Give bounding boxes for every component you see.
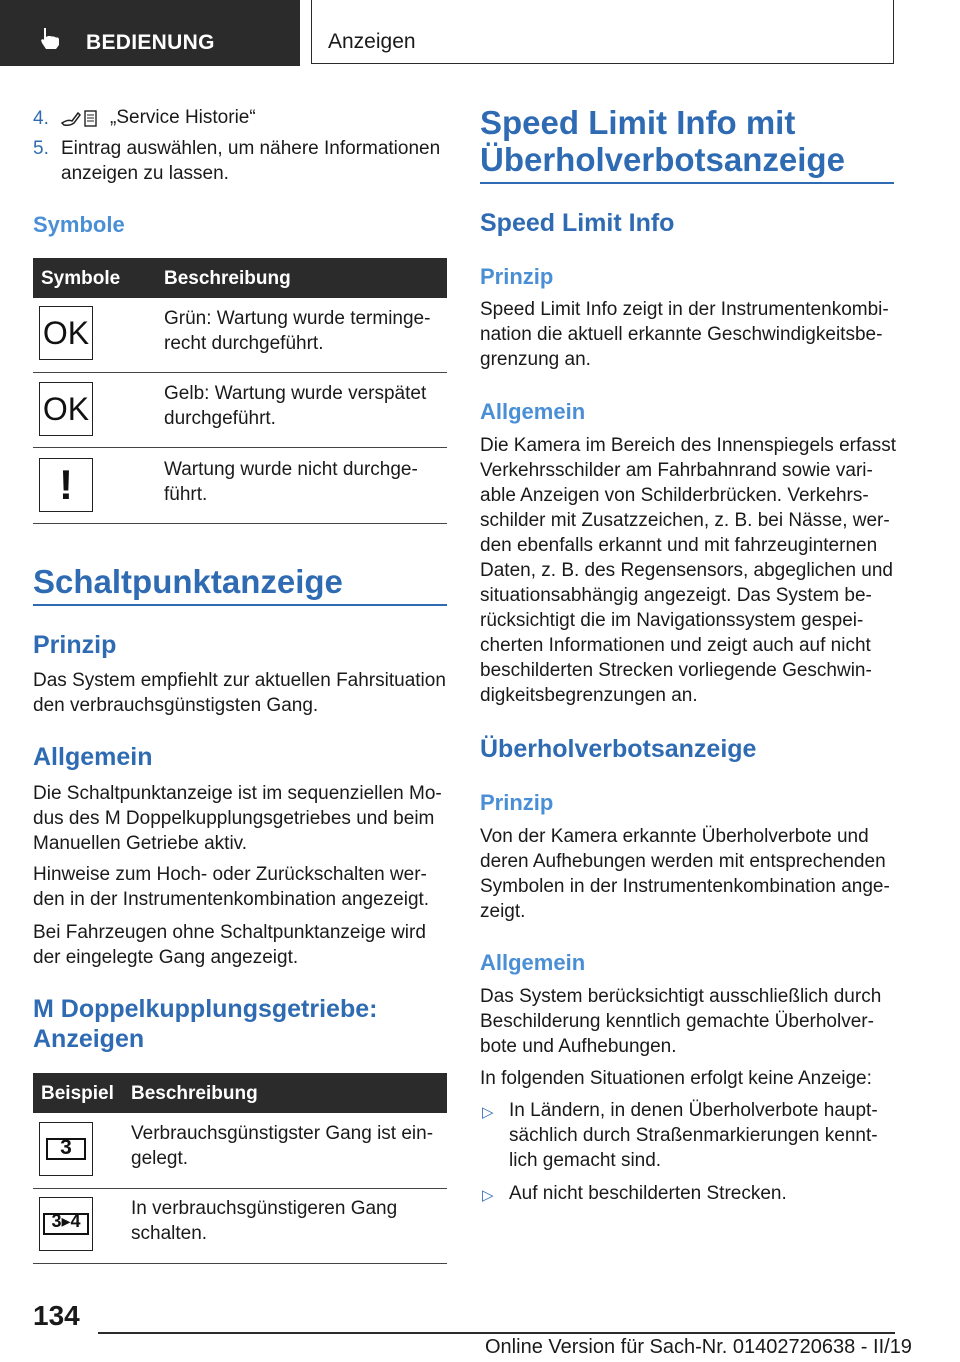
footer-rule (98, 1332, 895, 1334)
allgemein-p1-line1: Die Schaltpunktanzeige ist im sequenziellen Mo- (33, 783, 442, 804)
step-5-number: 5. (33, 138, 49, 159)
sli-allgemein-line2: Verkehrsschilder am Fahrbahnrand sowie vari- (480, 460, 873, 481)
exclamation-icon: ! (39, 458, 93, 512)
chapter-label: Anzeigen (328, 30, 416, 53)
ueber-prinzip-line3: Symbolen in der Instrumentenkombination ange- (480, 876, 890, 897)
allgemein-heading: Allgemein (480, 399, 586, 424)
table-divider (33, 1188, 447, 1189)
table2-row-2-line1: In verbrauchsgünstigeren Gang (131, 1198, 398, 1219)
allgemein-p2-line1: Hinweise zum Hoch- oder Zurückschalten wer- (33, 864, 427, 885)
table2-row-1-line2: gelegt. (131, 1148, 189, 1169)
page-title-line1: Speed Limit Info mit (480, 104, 796, 141)
heading-rule (480, 182, 894, 184)
table2-row-2-line2: schalten. (131, 1223, 208, 1244)
ueber-prinzip-line4: zeigt. (480, 901, 526, 922)
m-getriebe-heading-line1: M Doppelkupplungsgetriebe: (33, 995, 378, 1023)
step-4-text: „Service Historie“ (110, 107, 256, 128)
gear-3-icon: 3 (39, 1122, 93, 1176)
table-row-3-line1: Wartung wurde nicht durchge- (164, 459, 418, 480)
ueber-allgemein-line1: Das System berücksichtigt ausschließlich durch (480, 986, 882, 1007)
section-tab[interactable] (0, 0, 300, 66)
table-row-3-line2: führt. (164, 484, 208, 505)
table-divider (33, 447, 447, 448)
ueber-prinzip-line2: deren Aufhebungen werden mit entsprechenden (480, 851, 886, 872)
heading-rule (33, 604, 447, 606)
allgemein-p2-line2: den in der Instrumentenkombination angezeigt. (33, 889, 430, 910)
online-version-note: Online Version für Sach-Nr. 01402720638 - II/19 (485, 1336, 912, 1358)
table-row-2-line2: durchgeführt. (164, 408, 276, 429)
step-5-line1: Eintrag auswählen, um nähere Informationen (61, 138, 441, 159)
ok-yellow-icon: OK (39, 382, 93, 436)
bullet-1-line3: lich gemacht sind. (509, 1150, 662, 1171)
sli-allgemein-line5: den ebenfalls erkannt und mit fahrzeuginternen (480, 535, 878, 556)
section-label: BEDIENUNG (86, 31, 215, 54)
table-header-beispiel: Beispiel (41, 1083, 114, 1104)
table-divider (33, 1263, 447, 1264)
symbol-table-header (33, 258, 447, 298)
sli-allgemein-line1: Die Kamera im Bereich des Innenspiegels erfasst (480, 435, 897, 456)
schaltpunkt-heading: Schaltpunktanzeige (33, 563, 343, 600)
table2-row-1-line1: Verbrauchsgünstigster Gang ist ein- (131, 1123, 434, 1144)
allgemein-p1-line3: Manuellen Getriebe aktiv. (33, 833, 248, 854)
sli-allgemein-line10: beschilderten Strecken vorliegende Geschwin- (480, 660, 872, 681)
ueber-allgemein-line3: bote und Aufhebungen. (480, 1036, 677, 1057)
allgemein-p3-line1: Bei Fahrzeugen ohne Schaltpunktanzeige wird (33, 922, 426, 943)
step-4-number: 4. (33, 108, 49, 129)
bullet-1-line2: sächlich durch Straßenmarkierungen kennt- (509, 1125, 878, 1146)
ueber-prinzip-line1: Von der Kamera erkannte Überholverbote und (480, 826, 869, 847)
allgemein-p3-line2: der eingelegte Gang angezeigt. (33, 947, 299, 968)
sli-prinzip-line2: nation die aktuell erkannte Geschwindigkeitsbe- (480, 324, 883, 345)
allgemein-heading: Allgemein (33, 743, 153, 771)
symbole-heading: Symbole (33, 212, 125, 237)
table-header-beschreibung: Beschreibung (131, 1083, 258, 1104)
prinzip-line1: Das System empfiehlt zur aktuellen Fahrsituation (33, 670, 446, 691)
service-history-icon (60, 109, 100, 129)
sli-prinzip-line3: grenzung an. (480, 349, 591, 370)
table-divider (33, 523, 447, 524)
bullet-1-line1: In Ländern, in denen Überholverbote haupt- (509, 1100, 878, 1121)
sli-allgemein-line9: cherten Informationen und zeigt auch auf nicht (480, 635, 871, 656)
hand-pointer-icon (38, 26, 64, 50)
ueber-allgemein-line2: Beschilderung kenntlich gemachte Überholver- (480, 1011, 874, 1032)
sli-prinzip-line1: Speed Limit Info zeigt in der Instrumentenkombi- (480, 299, 889, 320)
ueber-allgemein-p2: In folgenden Situationen erfolgt keine Anzeige: (480, 1068, 872, 1089)
gear-3-to-4-icon: 3▸4 (39, 1197, 93, 1251)
table-divider (33, 372, 447, 373)
sli-allgemein-line8: rücksichtigt die im Navigationssystem gespei- (480, 610, 864, 631)
prinzip-heading: Prinzip (33, 631, 117, 659)
ok-green-icon: OK (39, 306, 93, 360)
table-header-symbole: Symbole (41, 268, 121, 289)
chapter-tab (311, 0, 894, 64)
bullet-2-line1: Auf nicht beschilderten Strecken. (509, 1183, 787, 1204)
gear-table-header (33, 1073, 447, 1113)
table-row-1-line1: Grün: Wartung wurde terminge- (164, 308, 431, 329)
step-5-line2: anzeigen zu lassen. (61, 163, 229, 184)
speed-limit-info-heading: Speed Limit Info (480, 209, 675, 237)
sli-allgemein-line11: digkeitsbegrenzungen an. (480, 685, 698, 706)
m-getriebe-heading-line2: Anzeigen (33, 1025, 145, 1053)
sli-allgemein-line4: schilder mit Zusatzzeichen, z. B. bei Nässe, wer- (480, 510, 890, 531)
allgemein-p1-line2: dus des M Doppelkupplungsgetriebes und beim (33, 808, 435, 829)
table-row-2-line1: Gelb: Wartung wurde verspätet (164, 383, 427, 404)
sli-allgemein-line7: situationsabhängig angezeigt. Das System be- (480, 585, 872, 606)
allgemein-heading: Allgemein (480, 950, 586, 975)
sli-allgemein-line6: Daten, z. B. des Regensensors, abgeglichen und (480, 560, 893, 581)
table-header-beschreibung: Beschreibung (164, 268, 291, 289)
page-number: 134 (33, 1300, 80, 1331)
bullet-triangle-icon: ▷ (482, 1104, 494, 1121)
prinzip-heading: Prinzip (480, 264, 554, 289)
prinzip-line2: den verbrauchsgünstigsten Gang. (33, 695, 319, 716)
sli-allgemein-line3: able Anzeigen von Schilderbrücken. Verkehrs- (480, 485, 869, 506)
page-title-line2: Überholverbotsanzeige (480, 141, 845, 178)
bullet-triangle-icon: ▷ (482, 1187, 494, 1204)
ueberholverbot-heading: Überholverbotsanzeige (480, 735, 757, 763)
prinzip-heading: Prinzip (480, 790, 554, 815)
table-row-1-line2: recht durchgeführt. (164, 333, 324, 354)
